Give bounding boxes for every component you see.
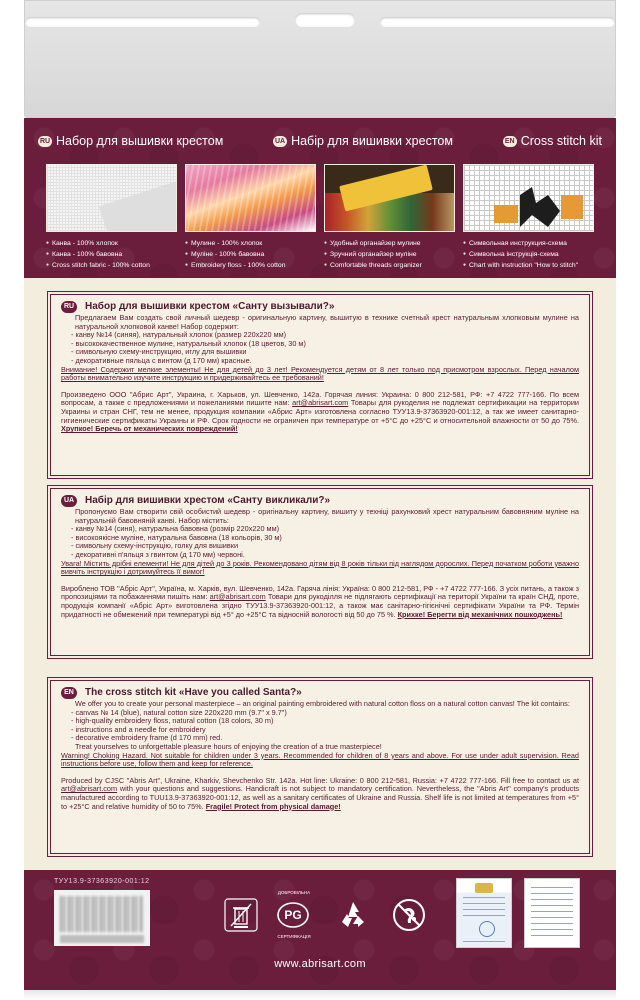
- fragile-en: Fragile! Protect from physical damage!: [205, 801, 341, 811]
- fragile-ru: Хрупкое! Беречь от механических повреждений!: [61, 424, 238, 434]
- caption-canvas: [46, 238, 177, 270]
- lang-badge-en: EN: [503, 136, 517, 147]
- hanger-strip: [24, 0, 616, 118]
- caption-line: ● Канва - 100% хлопок: [46, 238, 177, 249]
- producer-text: Произведено ООО "Абрис Арт", Украина, г. Харьков, ул. Шевченко, 142а. Горячая линия: Украина: 0 800 212-581, РФ: +7 4722 777-166. По всем вопросам, а также с предложениями и пожеланиями пишите нам:: [61, 389, 579, 408]
- panel-ua: [50, 488, 590, 656]
- svg-text:PG: PG: [284, 908, 302, 922]
- website-url[interactable]: www.abrisart.com: [274, 958, 366, 970]
- email-link-en[interactable]: art@abrisart.com: [61, 784, 118, 794]
- email-link-ua[interactable]: art@abrisart.com: [209, 592, 266, 602]
- product-photos: [46, 164, 594, 232]
- hanger-slot-left: [25, 17, 260, 27]
- caption-line: ● Символьная инструкция-схема: [463, 238, 594, 249]
- bottom-edge: [24, 990, 616, 1000]
- kit-item: - decorative embroidery frame (d 170 mm) red.: [71, 733, 223, 743]
- photo-captions: [46, 238, 594, 270]
- title-ua: [273, 134, 453, 148]
- treat-en: Treat yourselves to unforgettable pleasure hours of enjoying the creation of a true masterpiece!: [75, 741, 382, 751]
- intro-en: We offer you to create your personal masterpiece – an original painting embroidered with natural cotton floss on a natural cotton canvas! The kit contains:: [75, 699, 570, 708]
- producer-text: Produced by CJSC "Abris Art", Ukraine, Kharkiv, Shevchenko Str. 142a. Hot line: Ukraine: 0 800 212-581, Russia: +7 4722 777-166. Fill free to contact us at: [61, 775, 579, 785]
- kit-item: - канву №14 (синяя), натуральный хлопок (размер 220х220 мм): [71, 330, 287, 340]
- certificate-ukraine: [456, 878, 512, 948]
- panel-head-ru: [61, 301, 579, 313]
- hanger-hole: [295, 13, 355, 27]
- title-row: [38, 132, 602, 150]
- title-text-en: Cross stitch kit: [520, 134, 602, 148]
- caption-line: ● Муліне - 100% бавовна: [185, 249, 316, 260]
- kit-item: - декоративные пяльца с винтом (д 170 мм) красные.: [71, 355, 252, 365]
- caption-line: ● Символьна інструкція-схема: [463, 249, 594, 260]
- warning-en: Warning! Choking Hazard. Not suitable for children under 3 years. Recommended for children of 8 years and above. For use under adult supervision. Read instructions before use, follow them and keep for reference.: [61, 750, 579, 769]
- photo-canvas: [46, 164, 177, 232]
- producer-en: [61, 777, 579, 811]
- caption-chart: [463, 238, 594, 270]
- producer-ru: [61, 391, 579, 434]
- header-band: [24, 118, 616, 278]
- photo-organizer: [324, 164, 455, 232]
- kit-item: - высококачественное мулине, натуральный хлопок (18 цветов, 30 м): [71, 338, 306, 348]
- package-card: [24, 118, 616, 990]
- caption-line: ● Embroidery floss - 100% cotton: [185, 260, 316, 271]
- barcode: [54, 890, 150, 946]
- pg-label-top: ДОБРОВІЛЬНА: [277, 890, 311, 895]
- no-trash-bin-icon: [224, 898, 258, 932]
- title-text-ru: Набор для вышивки крестом: [56, 134, 224, 148]
- lang-badge-ua: UA: [275, 137, 286, 145]
- kit-item: - канву №14 (синя), натуральна бавовна (розмір 220х220 мм): [71, 524, 280, 534]
- kit-item: - символьну схему-інструкцію, голку для вишивки: [71, 541, 239, 551]
- panel-badge-en: EN: [61, 687, 77, 699]
- panel-badge-ua: UA: [61, 495, 77, 507]
- caption-line: ● Comfortable threads organizer: [324, 260, 455, 271]
- warning-ua: Увага! Містить дрібні елементи! Не для дітей до 3 років. Рекомендовано дітям від 8 років тільки під наглядом дорослих. Перед початком роботи уважно вивчіть інструкцію і дотримуйтесь її вимог!: [61, 558, 579, 577]
- email-link-ru[interactable]: art@abrisart.com: [292, 398, 349, 408]
- panel-head-ua: [61, 495, 579, 507]
- panel-title-ru: Набор для вышивки крестом «Санту вызывали?»: [85, 300, 335, 312]
- caption-line: ● Мулине - 100% хлопок: [185, 238, 316, 249]
- warning-ru: Внимание! Содержит мелкие элементы! Не для детей до 3 лет! Рекомендуется детям от 8 лет только под присмотром взрослых. Перед началом работы внимательно изучите инструкцию и придерживайтесь ее требований!: [61, 364, 579, 383]
- caption-line: ● Удобный органайзер мулине: [324, 238, 455, 249]
- certificate-russia: [524, 878, 580, 948]
- recycle-icon: [336, 898, 370, 932]
- tu-code: ТУУ13.9-37363920-001:12: [54, 878, 150, 885]
- choking-hazard-icon: [392, 898, 426, 932]
- kit-item: - high-quality embroidery floss, natural cotton (18 colors, 30 m): [71, 716, 274, 726]
- caption-line: ● Chart with instruction "How to stitch": [463, 260, 594, 271]
- kit-item: - instructions and a needle for embroidery: [71, 724, 206, 734]
- title-en: [503, 134, 602, 148]
- caption-floss: [185, 238, 316, 270]
- kit-item: - декоративні п'яльця з гвинтом (д 170 мм) червоні.: [71, 549, 245, 559]
- caption-organizer: [324, 238, 455, 270]
- panel-badge-ru: RU: [61, 301, 77, 313]
- panel-title-en: The cross stitch kit «Have you called Santa?»: [85, 686, 302, 698]
- photo-floss: [185, 164, 316, 232]
- kit-item: - символьную схему-инструкцию, иглу для вышивки: [71, 347, 247, 357]
- caption-line: ● Зручний органайзер муліне: [324, 249, 455, 260]
- hanger-slot-right: [380, 17, 615, 27]
- intro-ua: Пропонуємо Вам створити свій особистий шедевр - оригінальну картину, вишиту у техніці рахунковий хрест натуральним бавовняним муліне на натуральній бавовняній канві. Набор містить:: [75, 507, 579, 525]
- kit-item: - canvas № 14 (blue), natural cotton size 220x220 mm (9.7" x 9.7"): [71, 707, 287, 717]
- producer-text: Вироблено ТОВ "Абріс Арт", Україна, м. Харків, вул. Шевченко, 142а. Гаряча лінія: Україна: 0 800 212-581, РФ - +7 4722 777-166. З усіх питань, а також з пропозиціями та побажаннями пишіть нам:: [61, 583, 579, 602]
- certification-pg-icon: [276, 898, 310, 932]
- producer-text: with your questions and suggestions. Handicraft is not subject to mandatory certification. Nevertheless, the "Abris Art" company's products manufactured according to TUU13.9-37363920-001:12, as well as a sanitary certificates of Ukraine and Russia. Shelf life is not limited at temperatures from +5° to +25°C and relative humidity of 50 to 75%.: [61, 784, 579, 811]
- caption-line: ● Канва - 100% бавовна: [46, 249, 177, 260]
- panel-ru: [50, 294, 590, 476]
- pg-label-bottom: СЕРТИФІКАЦІЯ: [277, 934, 311, 939]
- title-ru: [38, 134, 223, 148]
- panel-title-ua: Набір для вишивки хрестом «Санту викликали?»: [85, 494, 331, 506]
- producer-text: Товары для рукоделия не подлежат сертификации на территории Украины и стран СНГ, тем не менее, продукция компании «Абрис Арт» изготовлена согласно ТУУ13.9-37363920-001:12, а так же имеет санитарно-гигиенические сертификаты Украины и РФ. Срок годности не ограничен при температуре от +5°С до +25°С и относительной влажности от 50 до 75%.: [61, 398, 579, 425]
- panel-en: [50, 680, 590, 854]
- panel-head-en: [61, 687, 579, 699]
- lang-badge-ru: RU: [39, 137, 51, 145]
- producer-text: Товари для рукоділля не підлягають сертифікації на території України та країн СНД, проте, продукція компанії «Абріс Арт» виготовлена згідно ТУУ13.9-37363920-001:12, а також має санітарно-гігієнічні сертифікати України та РФ. Термін придатності не обмежений при температурі від +5° до +25°С та відносній вологості від 50 до 75 %.: [61, 592, 579, 619]
- producer-ua: [61, 585, 579, 619]
- title-text-ua: Набір для вишивки хрестом: [291, 134, 453, 148]
- photo-chart: [463, 164, 594, 232]
- fragile-ua: Крихке! Берегти від механічних пошкоджень!: [397, 609, 563, 619]
- caption-line: ● Cross stitch fabric - 100% cotton: [46, 260, 177, 271]
- kit-item: - високоякісне муліне, натуральна бавовна (18 кольорів, 30 м): [71, 532, 282, 542]
- intro-ru: Предлагаем Вам создать свой личный шедевр - оригинальную картину, вышитую в технике счетный крест натуральным хлопковым мулине на натуральной хлопковой канве! Набор содержит:: [75, 313, 579, 331]
